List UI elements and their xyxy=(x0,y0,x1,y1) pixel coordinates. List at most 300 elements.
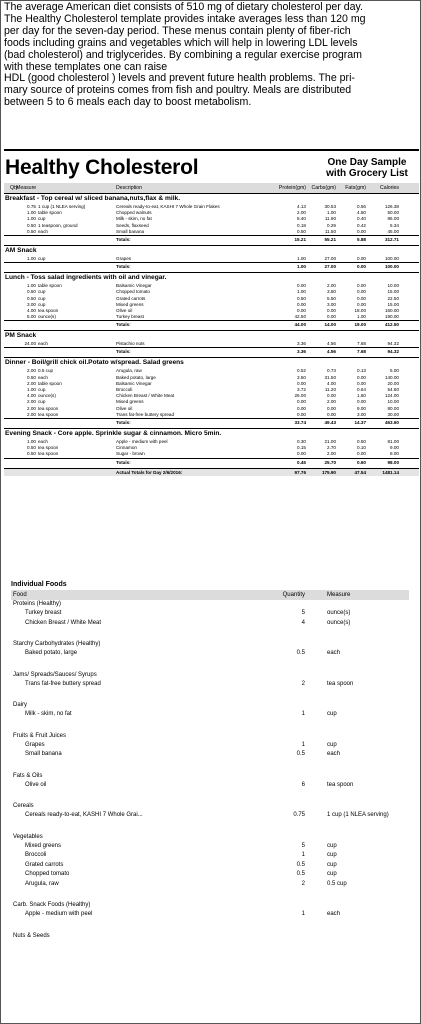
totals-value: 55.21 xyxy=(324,236,336,242)
cell-fats: 1.60 xyxy=(357,393,366,399)
food-quantity: 1 xyxy=(301,711,305,717)
cell-calories: 20.00 xyxy=(387,380,399,386)
cell-qty: 0.50 xyxy=(27,289,36,295)
cell-description: Mixed greens xyxy=(116,399,144,405)
cell-fats: 0.10 xyxy=(357,445,366,451)
cell-measure: tea spoon xyxy=(38,451,59,457)
spacer xyxy=(11,790,409,802)
cell-calories: 94.32 xyxy=(387,341,399,347)
cell-protein: 1.00 xyxy=(297,255,306,261)
totals-value: 33.74 xyxy=(294,419,306,425)
cell-calories: 140.00 xyxy=(384,374,399,380)
totals-value: 463.60 xyxy=(384,419,399,425)
cell-measure: each xyxy=(38,228,48,234)
cell-description: Apple - medium with peel xyxy=(116,438,168,444)
cell-measure: table spoon xyxy=(38,380,62,386)
food-measure: cup xyxy=(327,842,337,849)
cell-description: Baked potato, large xyxy=(116,374,156,380)
spacer xyxy=(4,321,38,327)
totals-row xyxy=(4,320,419,327)
spacer xyxy=(38,348,116,354)
totals-label: Totals: xyxy=(116,236,131,242)
cell-description: Mixed greens xyxy=(116,301,144,307)
food-quantity: 0.5 xyxy=(296,751,305,757)
food-group-title: Fruits & Fruit Juices xyxy=(13,732,67,739)
cell-carbs: 0.00 xyxy=(327,405,336,411)
totals-value: 0.00 xyxy=(357,264,366,270)
spacer xyxy=(4,419,38,425)
cell-carbs: 5.50 xyxy=(327,295,336,301)
food-item-row xyxy=(11,619,409,629)
food-measure: cup xyxy=(327,711,337,717)
foods-col-food: Food xyxy=(13,592,27,598)
column-header-row xyxy=(4,183,419,193)
cell-qty: 2.00 xyxy=(27,405,36,411)
food-group-title: Jams/ Spreads/Sauces/ Syrups xyxy=(13,671,97,678)
cell-carbs: 3.00 xyxy=(327,301,336,307)
cell-measure: cup xyxy=(38,399,46,405)
food-group-title: Carb. Snack Foods (Healthy) xyxy=(13,902,91,908)
food-item-row xyxy=(11,710,409,720)
cell-calories: 160.00 xyxy=(384,307,399,313)
food-item-row xyxy=(11,741,409,751)
food-group-title: Fats & Oils xyxy=(13,772,43,779)
food-name: Small banana xyxy=(25,751,62,757)
food-group-title: Starchy Carbohydrates (Healthy) xyxy=(13,641,101,647)
cell-carbs: 21.00 xyxy=(324,438,336,444)
cell-calories: 5.00 xyxy=(390,368,399,374)
cell-qty: 2.00 xyxy=(27,368,36,374)
cell-fats: 0.00 xyxy=(357,283,366,289)
totals-label: Totals: xyxy=(116,459,131,465)
col-protein: Protein(gm) xyxy=(278,185,306,191)
intro-line: The Healthy Cholesterol template provides intake averages less than 120 mg xyxy=(4,12,366,25)
meal-section xyxy=(4,193,419,245)
section-title: Evening Snack - Core apple. Sprinkle sugar & cinnamon. Micro 5min. xyxy=(4,429,419,439)
meal-section xyxy=(4,428,419,468)
food-quantity: 0.5 xyxy=(296,871,305,877)
cell-carbs: 4.00 xyxy=(327,380,336,386)
cell-fats: 0.00 xyxy=(357,399,366,405)
cell-qty: 0.50 xyxy=(27,228,36,234)
spacer xyxy=(4,459,38,465)
cell-calories: 80.00 xyxy=(387,405,399,411)
totals-value: 0.60 xyxy=(357,459,366,465)
food-measure: cup xyxy=(327,741,337,748)
cell-fats: 0.00 xyxy=(357,289,366,295)
cell-qty: 1.00 xyxy=(27,387,36,392)
cell-measure: tea spoon xyxy=(38,445,59,451)
cell-description: Trans fat-free buttery spread xyxy=(116,411,175,417)
cell-protein: 3.36 xyxy=(297,341,306,347)
food-group-title: Vegetables xyxy=(13,833,43,840)
food-groups xyxy=(11,600,409,941)
cell-fats: 3.00 xyxy=(357,411,366,417)
cell-fats: 7.68 xyxy=(357,341,366,347)
food-name: Milk - skim, no fat xyxy=(25,711,72,717)
cell-qty: 0.50 xyxy=(27,445,36,451)
section-title: AM Snack xyxy=(4,246,419,256)
totals-value: 14.00 xyxy=(324,322,336,328)
cell-measure: ounce(s) xyxy=(38,314,56,320)
cell-qty: 1.00 xyxy=(27,255,36,261)
food-name: Grated carrots xyxy=(25,861,64,868)
cell-protein: 0.00 xyxy=(297,411,306,417)
cell-calories: 8.00 xyxy=(390,451,399,457)
cell-protein: 0.30 xyxy=(297,438,306,444)
totals-value: 5.88 xyxy=(357,236,366,242)
cell-fats: 4.50 xyxy=(357,210,366,216)
cell-protein: 0.18 xyxy=(297,222,306,228)
cell-qty: 0.75 xyxy=(27,204,36,209)
sheet-title: Healthy Cholesterol xyxy=(5,156,199,179)
totals-label: Totals: xyxy=(116,264,131,270)
spacer xyxy=(11,720,409,732)
food-measure: each xyxy=(327,911,341,917)
food-quantity: 4 xyxy=(301,619,305,626)
cell-calories: 15.00 xyxy=(387,289,399,295)
food-item-row xyxy=(11,851,409,861)
food-measure: tea spoon xyxy=(327,781,354,788)
food-group-title: Proteins (Healthy) xyxy=(13,601,62,607)
cell-carbs: 0.00 xyxy=(327,393,336,399)
cell-fats: 0.00 xyxy=(357,374,366,380)
cell-calories: 9.00 xyxy=(390,445,399,451)
food-name: Arugula, raw xyxy=(25,880,59,887)
cell-calories: 124.00 xyxy=(384,393,399,399)
food-quantity: 1 xyxy=(301,911,305,917)
cell-description: Olive oil xyxy=(116,307,133,313)
meal-section xyxy=(4,272,419,330)
section-title: PM Snack xyxy=(4,331,419,341)
cell-measure: cup xyxy=(38,289,46,295)
cell-measure: tea spoon xyxy=(38,405,59,411)
cell-measure: 1 teaspoon, ground xyxy=(38,222,78,228)
food-quantity: 6 xyxy=(301,781,305,788)
cell-protein: 0.15 xyxy=(297,445,306,451)
intro-line: with these templates one can raise xyxy=(4,60,168,73)
cell-measure: cup xyxy=(38,301,46,307)
table-row xyxy=(4,412,419,418)
cell-qty: 24.00 xyxy=(24,341,36,347)
cell-fats: 0.40 xyxy=(357,216,366,222)
intro-line: foods including grains and vegetables which will help in lowering LDL levels xyxy=(4,36,358,49)
intro-line: HDL (good cholesterol ) levels and prevent future health problems. The pri- xyxy=(4,72,355,85)
totals-value: 27.00 xyxy=(324,264,336,270)
grand-total-value: 47.54 xyxy=(354,469,366,475)
totals-value: 94.32 xyxy=(387,349,399,355)
cell-carbs: 0.73 xyxy=(327,368,336,374)
intro-line: (bad cholesterol) and triglycerides. By combining a regular exercise program xyxy=(4,48,362,61)
cell-protein: 42.50 xyxy=(294,314,306,320)
meal-sections xyxy=(4,193,419,468)
individual-foods xyxy=(11,579,409,941)
cell-protein: 3.72 xyxy=(297,387,306,392)
cell-carbs: 11.50 xyxy=(324,228,336,234)
spacer xyxy=(4,263,38,269)
cell-measure: ounce(s) xyxy=(38,393,56,399)
table-row xyxy=(4,256,419,262)
cell-qty: 0.50 xyxy=(27,222,36,228)
totals-row xyxy=(4,347,419,354)
cell-fats: 0.00 xyxy=(357,301,366,307)
cell-measure: each xyxy=(38,438,48,444)
cell-fats: 0.42 xyxy=(357,222,366,228)
cell-fats: 0.00 xyxy=(357,255,366,261)
cell-calories: 30.00 xyxy=(387,411,399,417)
cell-description: Seeds, flaxseed xyxy=(116,222,149,228)
cell-calories: 190.00 xyxy=(384,314,399,320)
cell-protein: 26.00 xyxy=(294,393,306,399)
food-name: Chicken Breast / White Meat xyxy=(25,619,102,626)
cell-protein: 0.00 xyxy=(297,405,306,411)
cell-measure: tea spoon xyxy=(38,307,59,313)
spacer xyxy=(11,821,409,833)
cell-qty: 1.00 xyxy=(27,283,36,289)
cell-measure: cup xyxy=(38,295,46,301)
food-name: Broccoli xyxy=(25,852,47,858)
cell-calories: 15.00 xyxy=(387,301,399,307)
spacer xyxy=(38,419,116,425)
totals-value: 49.43 xyxy=(324,419,336,425)
totals-value: 4.56 xyxy=(327,349,336,355)
cell-fats: 0.13 xyxy=(357,368,366,374)
col-carbs: Carbs(gm) xyxy=(311,185,336,191)
totals-value: 3.36 xyxy=(297,349,306,355)
meal-section xyxy=(4,245,419,272)
subtitle-line: One Day Sample xyxy=(327,157,407,168)
foods-col-quantity: Quantity xyxy=(282,592,305,598)
cell-description: Olive oil xyxy=(116,405,133,411)
cell-qty: 1.00 xyxy=(27,216,36,222)
col-qty: Qty xyxy=(10,185,19,191)
cell-qty: 0.50 xyxy=(27,374,36,380)
cell-description: Chicken Breast / White Meat xyxy=(116,393,175,399)
cell-fats: 9.00 xyxy=(357,405,366,411)
cell-measure: table spoon xyxy=(38,283,62,289)
cell-protein: 0.00 xyxy=(297,380,306,386)
totals-value: 44.00 xyxy=(294,322,306,328)
totals-row xyxy=(4,235,419,242)
food-item-row xyxy=(11,861,409,871)
cell-calories: 10.00 xyxy=(387,283,399,289)
totals-value: 25.70 xyxy=(324,459,336,465)
food-name: Turkey breast xyxy=(25,610,62,616)
foods-header-row xyxy=(11,590,409,600)
cell-calories: 81.00 xyxy=(387,438,399,444)
cell-protein: 1.00 xyxy=(297,289,306,295)
cell-qty: 2.00 xyxy=(27,411,36,417)
cell-measure: cup xyxy=(38,255,46,261)
totals-value: 14.37 xyxy=(354,419,366,425)
grand-total-value: 175.90 xyxy=(321,469,336,475)
cell-protein: 0.00 xyxy=(297,283,306,289)
cell-description: Grapes xyxy=(116,255,132,261)
cell-description: Small banana xyxy=(116,228,145,234)
cell-description: Chopped walnuts xyxy=(116,210,152,216)
food-group-title: Cereals xyxy=(13,803,34,809)
food-name: Mixed greens xyxy=(25,842,62,849)
cell-description: Milk - skim, no fat xyxy=(116,216,152,222)
food-measure: ounce(s) xyxy=(327,610,351,616)
spacer xyxy=(4,348,38,354)
table-row xyxy=(4,229,419,235)
section-title: Dinner - Boil/grill chick oil.Potato w/spread. Salad greens xyxy=(4,358,419,368)
food-item-row xyxy=(11,781,409,791)
food-quantity: 5 xyxy=(301,842,305,849)
food-quantity: 2 xyxy=(301,880,305,887)
totals-value: 98.00 xyxy=(387,459,399,465)
cell-carbs: 11.90 xyxy=(324,216,336,222)
totals-label: Totals: xyxy=(116,349,131,355)
intro-paragraph xyxy=(4,2,418,109)
food-measure: 0.5 cup xyxy=(327,880,347,887)
cell-protein: 0.50 xyxy=(297,295,306,301)
food-group-title: Nuts & Seeds xyxy=(13,932,50,939)
totals-value: 412.50 xyxy=(384,322,399,328)
cell-carbs: 1.00 xyxy=(327,210,336,216)
col-fats: Fats(gm) xyxy=(345,185,366,191)
col-calories: Calories xyxy=(379,185,399,191)
totals-label: Totals: xyxy=(116,419,131,425)
table-row xyxy=(4,451,419,457)
food-item-row xyxy=(11,649,409,659)
cell-qty: 1.00 xyxy=(27,438,36,444)
food-name: Trans fat-free buttery spread xyxy=(25,680,101,687)
food-measure: each xyxy=(327,650,341,656)
cell-measure: cup xyxy=(38,216,46,222)
food-item-row xyxy=(11,609,409,619)
cell-description: Arugula, raw xyxy=(116,368,142,374)
cell-carbs: 2.00 xyxy=(327,283,336,289)
cell-measure: 0.5 cup xyxy=(38,368,54,374)
intro-line: per day for the seven-day period. These menus contain plenty of fiber-rich xyxy=(4,24,351,37)
food-quantity: 0.5 xyxy=(296,861,305,868)
cell-description: Balsamic Vinegar xyxy=(116,380,152,386)
cell-carbs: 31.50 xyxy=(324,374,336,380)
cell-protein: 0.00 xyxy=(297,451,306,457)
totals-value: 0.45 xyxy=(297,459,306,465)
food-name: Cereals ready-to-eat, KASHI 7 Whole Grai... xyxy=(25,812,143,818)
cell-qty: 1.00 xyxy=(27,210,36,216)
cell-protein: 3.50 xyxy=(297,374,306,380)
food-item-row xyxy=(11,910,409,920)
cell-carbs: 0.00 xyxy=(327,314,336,320)
food-item-row xyxy=(11,750,409,760)
cell-description: Cinnamon xyxy=(116,445,137,451)
cell-calories: 126.38 xyxy=(384,204,399,209)
food-measure: cup xyxy=(327,861,337,868)
cell-carbs: 0.29 xyxy=(327,222,336,228)
table-row xyxy=(4,314,419,320)
cell-calories: 45.00 xyxy=(387,228,399,234)
subtitle-line: with Grocery List xyxy=(326,168,408,179)
food-measure: each xyxy=(327,751,341,757)
food-measure: ounce(s) xyxy=(327,619,351,626)
cell-protein: 2.00 xyxy=(297,210,306,216)
totals-value: 19.00 xyxy=(354,322,366,328)
cell-fats: 0.64 xyxy=(357,387,366,392)
grand-total-row xyxy=(4,468,419,476)
spacer xyxy=(11,760,409,772)
spacer xyxy=(11,889,409,901)
cell-carbs: 11.20 xyxy=(324,387,336,392)
cell-description: Chopped tomato xyxy=(116,289,150,295)
totals-value: 312.71 xyxy=(384,236,399,242)
cell-qty: 5.00 xyxy=(27,314,36,320)
food-measure: cup xyxy=(327,871,337,877)
cell-fats: 0.56 xyxy=(357,204,366,209)
cell-measure: cup xyxy=(38,387,46,392)
totals-value: 1.00 xyxy=(297,264,306,270)
cell-carbs: 2.70 xyxy=(327,445,336,451)
totals-value: 100.00 xyxy=(384,264,399,270)
food-name: Baked potato, large xyxy=(25,650,78,656)
cell-measure: tea spoon xyxy=(38,411,59,417)
cell-protein: 8.40 xyxy=(297,216,306,222)
cell-calories: 22.50 xyxy=(387,295,399,301)
cell-description: Broccoli xyxy=(116,387,133,392)
spacer xyxy=(11,659,409,671)
col-description: Description xyxy=(116,185,142,191)
cell-protein: 0.50 xyxy=(297,228,306,234)
spacer xyxy=(11,628,409,640)
cell-fats: 1.00 xyxy=(357,314,366,320)
cell-fats: 0.00 xyxy=(357,295,366,301)
meal-plan-sheet xyxy=(4,149,419,476)
cell-fats: 0.00 xyxy=(357,451,366,457)
cell-carbs: 2.00 xyxy=(327,399,336,405)
cell-fats: 0.00 xyxy=(357,380,366,386)
foods-title: Individual Foods xyxy=(11,581,67,588)
cell-qty: 3.00 xyxy=(27,301,36,307)
cell-measure: table spoon xyxy=(38,210,62,216)
cell-qty: 4.00 xyxy=(27,393,36,399)
food-quantity: 2 xyxy=(301,680,305,687)
section-title: Breakfast - Top cereal w/ sliced banana,nuts,flax & milk. xyxy=(4,194,419,204)
meal-section xyxy=(4,330,419,357)
food-quantity: 1 xyxy=(301,852,305,858)
spacer xyxy=(11,689,409,701)
cell-description: Balsamic Vinegar xyxy=(116,283,152,289)
totals-label: Totals: xyxy=(116,322,131,328)
cell-measure: each xyxy=(38,374,48,380)
spacer xyxy=(38,459,116,465)
food-quantity: 5 xyxy=(301,610,305,616)
cell-qty: 0.50 xyxy=(27,295,36,301)
cell-qty: 2.00 xyxy=(27,399,36,405)
cell-calories: 5.34 xyxy=(390,222,399,228)
cell-description: Pistachio nuts xyxy=(116,341,145,347)
cell-carbs: 0.00 xyxy=(327,307,336,313)
cell-calories: 86.00 xyxy=(387,216,399,222)
cell-carbs: 0.00 xyxy=(327,411,336,417)
cell-calories: 50.00 xyxy=(387,210,399,216)
cell-calories: 54.60 xyxy=(387,387,399,392)
grand-total-value: 97.76 xyxy=(294,469,306,475)
food-item-row xyxy=(11,842,409,852)
cell-description: Cereals ready-to-eat, KASHI 7 Whole Grain Flakes xyxy=(116,204,220,209)
totals-value: 7.68 xyxy=(357,349,366,355)
cell-description: Sugar - brown xyxy=(116,451,145,457)
food-item-row xyxy=(11,880,409,890)
table-row xyxy=(4,341,419,347)
food-measure: cup xyxy=(327,852,337,858)
food-name: Olive oil xyxy=(25,781,47,788)
foods-col-measure: Measure xyxy=(327,592,351,598)
cell-carbs: 3.50 xyxy=(327,289,336,295)
cell-qty: 4.00 xyxy=(27,307,36,313)
